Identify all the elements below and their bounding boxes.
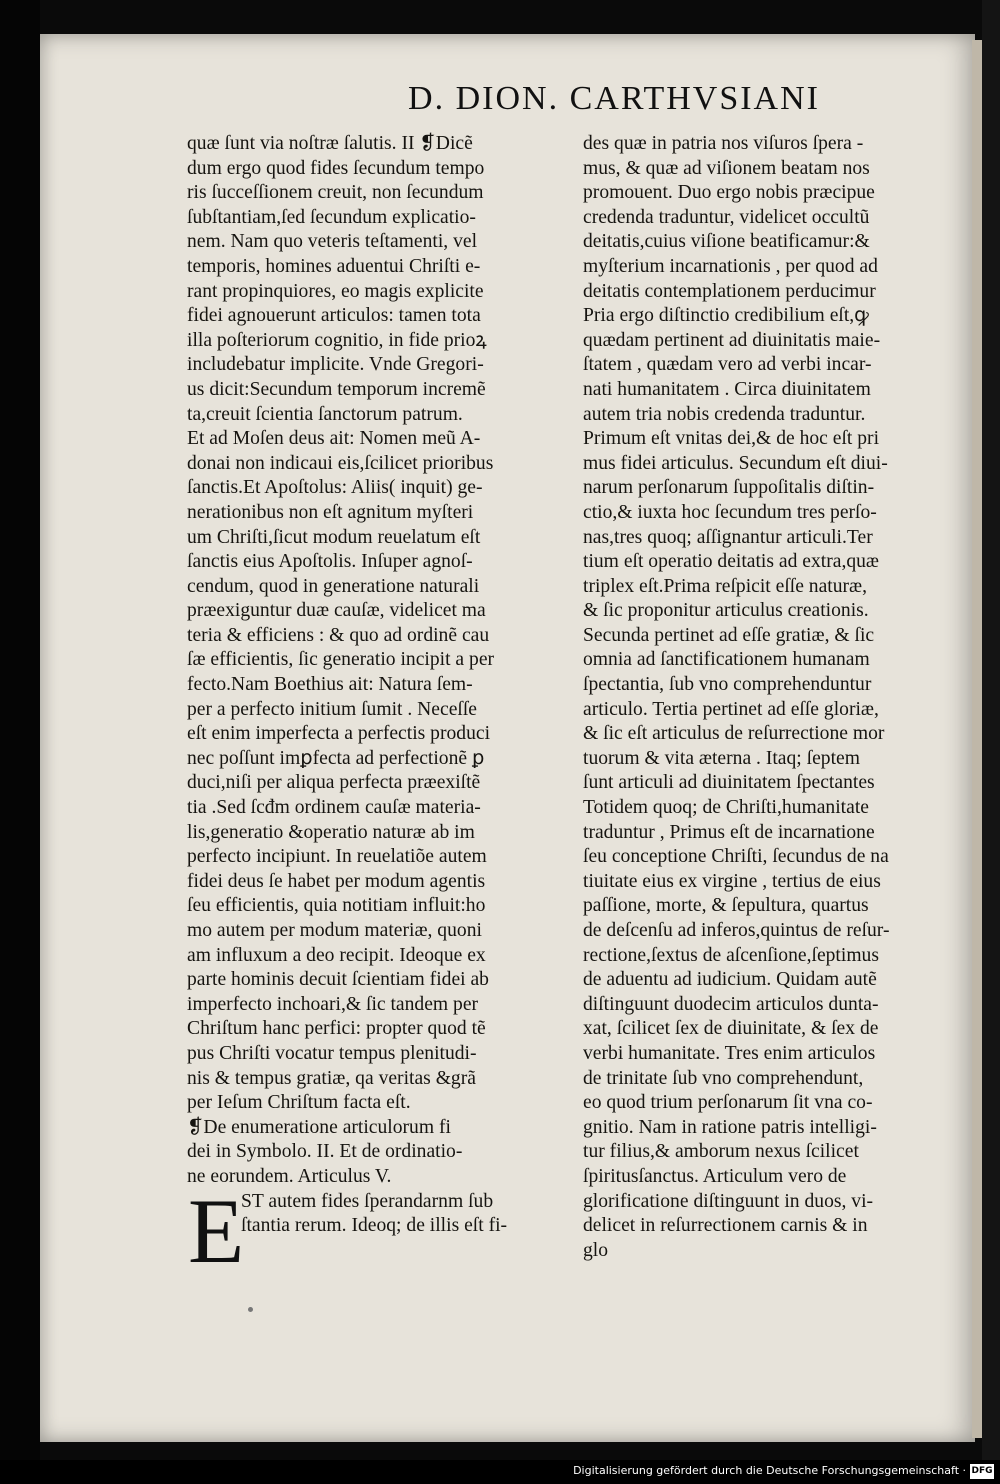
text-line: mus, & quæ ad viſionem beatam nos <box>583 157 870 179</box>
text-line: ſæ efficientis, ſic generatio incipit a per <box>187 649 495 671</box>
text-line: eſt enim imperfecta a perfectis produci <box>187 723 491 745</box>
text-line: nis & tempus gratiæ, qa veritas &grã <box>187 1067 476 1089</box>
text-line: nec poſſunt imꝑfecta ad perfectionẽ ꝑ <box>187 747 485 769</box>
text-line: ST autem fides ſperandarnm ſub <box>241 1190 494 1212</box>
text-line: & ſic proponitur articulus creationis. <box>583 600 869 622</box>
text-line: per a perfecto initium ſumit . Neceſſe <box>187 698 477 720</box>
text-line: am influxum a deo recipit. Ideoque ex <box>187 944 486 966</box>
text-line: Secunda pertinet ad eſſe gratiæ, & ſic <box>583 624 875 646</box>
text-line: de aduentu ad iudicium. Quidam autẽ <box>583 969 877 991</box>
text-line: eo quod trium perſonarum ſit vna co- <box>583 1092 873 1114</box>
text-line: narum perſonarum ſuppoſitalis diſtin- <box>583 477 875 499</box>
text-line: credenda traduntur, videlicet occultũ <box>583 206 870 228</box>
text-line: & ſic eſt articulus de reſurrectione mor <box>583 723 885 745</box>
text-line: præexiguntur duæ cauſæ, videlicet ma <box>187 600 486 622</box>
text-line: tur filius,& amborum nexus ſcilicet <box>583 1141 859 1163</box>
text-line: diſtinguunt duodecim articulos dunta- <box>583 993 879 1015</box>
funding-credit: Digitalisierung gefördert durch die Deutsche Forschungsgemeinschaft · <box>573 1464 966 1477</box>
text-line: quædam pertinent ad diuinitatis maie- <box>583 329 881 351</box>
text-line: tium eſt operatio deitatis ad extra,quæ <box>583 551 880 573</box>
text-line: ſpectantia, ſub vno comprehenduntur <box>583 674 872 696</box>
text-line: teria & efficiens : & quo ad ordinẽ cau <box>187 624 490 646</box>
text-line: autem tria nobis credenda traduntur. <box>583 403 866 425</box>
footer-bar <box>0 1460 1000 1484</box>
text-line: ſtatem , quædam vero ad verbi incar- <box>583 354 872 376</box>
text-line: rectione,ſextus de aſcenſione,ſeptimus <box>583 944 879 966</box>
running-head: D. DION. CARTHVSIANI <box>408 80 820 117</box>
text-line: paſſione, morte, & ſepultura, quartus <box>583 895 869 917</box>
text-line: de trinitate ſub vno comprehendunt, <box>583 1067 864 1089</box>
text-line: gnitio. Nam in ratione patris intelligi- <box>583 1116 877 1138</box>
text-line: deitatis contemplationem perducimur <box>583 280 876 302</box>
text-line: glo <box>583 1239 609 1261</box>
text-line: Chriſtum hanc perfici: propter quod tẽ <box>187 1018 486 1040</box>
text-line: donai non indicaui eis,ſcilicet prioribus <box>187 452 494 474</box>
text-line: us dicit:Secundum temporum incremẽ <box>187 378 486 400</box>
page-edge <box>972 40 982 1438</box>
text-line: xat, ſcilicet ſex de diuinitate, & ſex de <box>583 1018 879 1040</box>
text-line: includebatur implicite. Vnde Gregori- <box>187 354 484 376</box>
text-line: omnia ad ſanctificationem humanam <box>583 649 870 671</box>
text-line: ſubſtantiam,ſed ſecundum explicatio- <box>187 206 476 228</box>
text-line: illa poſteriorum cognitio, in fide prioꝝ <box>187 329 487 351</box>
left-column <box>187 132 567 1239</box>
scan-left-margin <box>0 0 40 1460</box>
text-line: ſunt articuli ad diuinitatem ſpectantes <box>583 772 875 794</box>
text-line: myſterium incarnationis , per quod ad <box>583 255 878 277</box>
text-line: nas,tres quoq; aſſignantur articuli.Ter <box>583 526 873 548</box>
text-line: rant propinquiores, eo magis explicite <box>187 280 484 302</box>
text-line: mus fidei articulus. Secundum eſt diui- <box>583 452 888 474</box>
text-line: per Ieſum Chriſtum facta eſt. <box>187 1092 411 1114</box>
text-line: ris ſucceſſionem creuit, non ſecundum <box>187 182 484 204</box>
text-line: ſeu efficientis, quia notitiam influit:ho <box>187 895 486 917</box>
text-line: temporis, homines aduentui Chriſti e- <box>187 255 481 277</box>
text-line: cendum, quod in generatione naturali <box>187 575 480 597</box>
text-line: ſanctis eius Apoſtolis. Inſuper agnoſ- <box>187 551 473 573</box>
right-column <box>583 132 965 1263</box>
text-line: quæ ſunt via noſtræ ſalutis. II ❡Dicẽ <box>187 133 473 154</box>
text-line: glorificatione diſtinguunt in duos, vi- <box>583 1190 874 1212</box>
text-line: nem. Nam quo veteris teſtamenti, vel <box>187 231 478 253</box>
text-line: ta,creuit ſcientia ſanctorum patrum. <box>187 403 463 425</box>
text-line: promouent. Duo ergo nobis præcipue <box>583 182 875 204</box>
text-line: ❡De enumeratione articulorum fi <box>187 1116 451 1138</box>
text-line: dei in Symbolo. II. Et de ordinatio- <box>187 1141 463 1163</box>
scan-right-margin <box>982 0 1000 1460</box>
text-line: triplex eſt.Prima reſpicit eſſe naturæ, <box>583 575 868 597</box>
text-line: Primum eſt vnitas dei,& de hoc eſt pri <box>583 428 880 450</box>
text-line: deitatis,cuius viſione beatificamur:& <box>583 231 870 253</box>
text-line: fidei deus ſe habet per modum agentis <box>187 870 486 892</box>
text-line: um Chriſti,ſicut modum reuelatum eſt <box>187 526 481 548</box>
text-line: tia .Sed ſcđm ordinem cauſæ materia- <box>187 797 481 819</box>
text-line: Pria ergo diſtinctio credibilium eſt,ꝙ <box>583 305 869 327</box>
text-line: fidei agnouerunt articulos: tamen tota <box>187 305 481 327</box>
text-line: articulo. Tertia pertinet ad eſſe gloriæ, <box>583 698 879 720</box>
text-line: de deſcenſu ad inferos,quintus de reſur- <box>583 920 890 941</box>
dfg-logo: DFG <box>970 1464 994 1479</box>
text-line: dum ergo quod fides ſecundum tempo <box>187 157 485 179</box>
text-line: pus Chriſti vocatur tempus plenitudi- <box>187 1042 477 1064</box>
text-line: ne eorundem. Articulus V. <box>187 1165 392 1187</box>
text-line: Et ad Moſen deus ait: Nomen meũ A- <box>187 428 481 450</box>
text-line: verbi humanitate. Tres enim articulos <box>583 1042 876 1064</box>
text-line: des quæ in patria nos viſuros ſpera - <box>583 133 864 154</box>
text-line: ſeu conceptione Chriſti, ſecundus de na <box>583 846 889 868</box>
text-line: duci,niſi per aliqua perfecta præexiſtẽ <box>187 772 481 794</box>
text-line: nati humanitatem . Circa diuinitatem <box>583 378 871 400</box>
text-line: fecto.Nam Boethius ait: Natura ſem- <box>187 674 473 696</box>
text-line: lis,generatio &operatio naturæ ab im <box>187 821 475 843</box>
text-line: ſanctis.Et Apoſtolus: Aliis( inquit) ge- <box>187 477 483 499</box>
text-line: delicet in reſurrectionem carnis & in <box>583 1215 868 1237</box>
text-line: Totidem quoq; de Chriſti,humanitate <box>583 797 869 819</box>
text-line: perfecto incipiunt. In reuelatiõe autem <box>187 846 487 868</box>
text-line: ſpiritusſanctus. Articulum vero de <box>583 1165 847 1187</box>
text-line: parte hominis decuit ſcientiam fidei ab <box>187 969 489 991</box>
text-line: tiuitate eius ex virgine , tertius de eius <box>583 870 881 892</box>
paper-speck <box>248 1307 253 1312</box>
text-line: nerationibus non eſt agnitum myſteri <box>187 501 474 523</box>
text-line: traduntur , Primus eſt de incarnatione <box>583 821 875 843</box>
text-line: imperfecto inchoari,& ſic tandem per <box>187 993 479 1015</box>
text-line: mo autem per modum materiæ, quoni <box>187 920 482 941</box>
drop-cap: E <box>188 1180 245 1282</box>
text-line: tuorum & vita æterna . Itaq; ſeptem <box>583 747 860 769</box>
text-line: ctio,& iuxta hoc ſecundum tres perſo- <box>583 501 877 523</box>
text-line: ſtantia rerum. Ideoq; de illis eſt fi- <box>241 1215 508 1237</box>
